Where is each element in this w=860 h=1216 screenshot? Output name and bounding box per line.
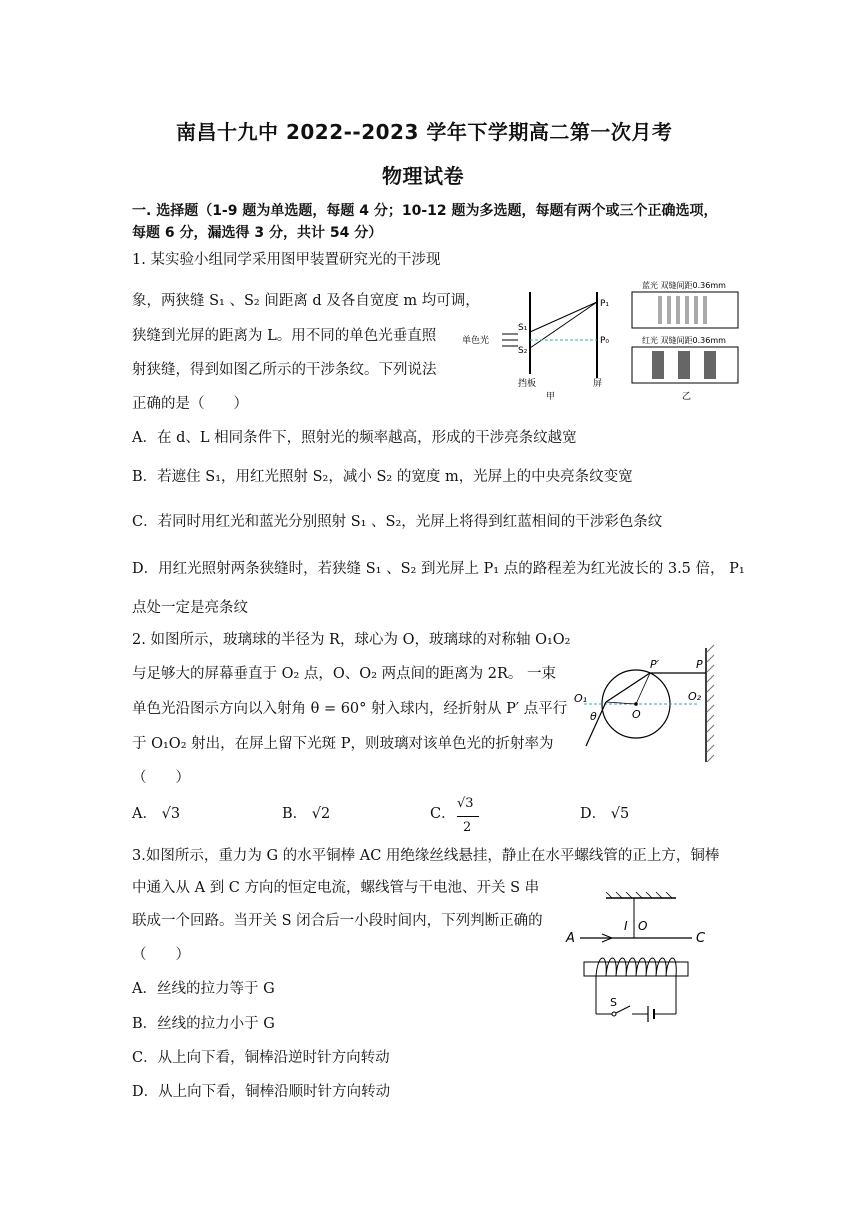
q1-option-a: A．在 d、L 相同条件下，照射光的频率越高，形成的干涉亮条纹越宽 — [132, 430, 577, 446]
q1-fig-baffle-label: 挡板 — [518, 379, 537, 389]
q3-fig-s-label: S — [610, 996, 617, 1009]
q1-fig-p1-label: P₁ — [600, 299, 610, 309]
q2-option-a: A． √3 — [132, 806, 181, 822]
q3-option-b: B．丝线的拉力小于 G — [132, 1016, 275, 1032]
q1-fig-source-label: 单色光 — [462, 336, 490, 346]
q3-fig-a-label: A — [566, 931, 575, 946]
q3-stem-line4: （ ） — [132, 947, 190, 963]
q1-stem-line3: 狭缝到光屏的距离为 L。用不同的单色光垂直照 — [132, 328, 437, 344]
q2-stem-line3: 单色光沿图示方向以入射角 θ = 60° 射入球内，经折射从 P′ 点平行 — [132, 701, 568, 717]
q2-fig-o1-label: O₁ — [574, 692, 588, 705]
q3-fig-o-label: O — [638, 919, 648, 933]
q3-option-c: C．从上向下看，铜棒沿逆时针方向转动 — [132, 1050, 390, 1066]
q3-option-a: A．丝线的拉力等于 G — [132, 981, 275, 997]
q2-stem-line2: 与足够大的屏幕垂直于 O₂ 点，O、O₂ 两点间的距离为 2R。 一束 — [132, 666, 556, 682]
q2-fig-o2-label: O₂ — [688, 690, 702, 703]
q1-fig-blue-label: 蓝光 双缝间距0.36mm — [642, 281, 726, 290]
q2-option-c-fraction-bar — [457, 816, 479, 817]
q2-stem-line1: 2. 如图所示，玻璃球的半径为 R，球心为 O，玻璃球的对称轴 O₁O₂ — [132, 632, 571, 648]
q1-figure-fringes — [630, 278, 742, 404]
q3-option-d: D．从上向下看，铜棒沿顺时针方向转动 — [132, 1084, 391, 1100]
q3-figure-solenoid — [562, 890, 722, 1032]
q2-option-b: B． √2 — [282, 806, 331, 822]
page-subtitle: 物理试卷 — [382, 164, 464, 188]
q1-fig-red-label: 红光 双缝间距0.36mm — [642, 336, 726, 345]
q2-figure-glass-sphere — [572, 640, 722, 770]
page-title: 南昌十九中 2022--2023 学年下学期高二第一次月考 — [176, 120, 673, 144]
q3-stem-line3: 联成一个回路。当开关 S 闭合后一小段时间内，下列判断正确的 — [132, 913, 543, 929]
q1-stem-line1: 1. 某实验小组同学采用图甲装置研究光的干涉现 — [132, 252, 441, 268]
q1-fig-caption-right: 乙 — [682, 392, 692, 402]
q3-stem-line1: 3.如图所示，重力为 G 的水平铜棒 AC 用绝缘丝线悬挂，静止在水平螺线管的正上方，铜棒 — [132, 848, 720, 864]
q2-option-c-denominator: 2 — [463, 820, 472, 835]
q2-option-c-prefix: C． — [430, 806, 456, 822]
q1-fig-p0-label: P₀ — [600, 336, 610, 346]
q2-stem-line4: 于 O₁O₂ 射出，在屏上留下光斑 P，则玻璃对该单色光的折射率为 — [132, 736, 554, 752]
q1-stem-line5: 正确的是（ ） — [132, 396, 248, 412]
q2-fig-pprime-label: P′ — [650, 658, 660, 671]
q2-option-c-numerator: √3 — [457, 796, 474, 811]
q2-stem-line5: （ ） — [132, 770, 190, 786]
q3-fig-c-label: C — [696, 931, 706, 946]
q2-option-d: D． √5 — [580, 806, 630, 822]
q1-option-d-line1: D．用红光照射两条狭缝时，若狭缝 S₁ 、S₂ 到光屏上 P₁ 点的路程差为红光波长的 3.5 倍， P₁ — [132, 561, 745, 577]
q1-fig-s2-label: S₂ — [518, 346, 528, 356]
q1-option-c: C．若同时用红光和蓝光分别照射 S₁ 、S₂，光屏上将得到红蓝相间的干涉彩色条纹 — [132, 514, 663, 530]
q1-option-d-line2: 点处一定是亮条纹 — [132, 600, 248, 616]
q1-fig-caption-left: 甲 — [546, 392, 556, 402]
q1-stem-line2: 象，两狭缝 S₁ 、S₂ 间距离 d 及各自宽度 m 均可调， — [132, 293, 480, 309]
q2-fig-theta-label: θ — [590, 710, 597, 723]
q1-stem-line4: 射狭缝，得到如图乙所示的干涉条纹。下列说法 — [132, 362, 437, 378]
q1-figure-apparatus — [462, 278, 624, 404]
q1-fig-screen-label: 屏 — [593, 379, 603, 389]
q2-fig-o-label: O — [632, 708, 641, 721]
q2-fig-p-label: P — [696, 658, 703, 671]
section-heading-line2: 每题 6 分，漏选得 3 分，共计 54 分） — [132, 225, 383, 241]
section-heading-line1: 一. 选择题（1-9 题为单选题，每题 4 分；10-12 题为多选题，每题有两个或三个正确选项， — [132, 203, 718, 219]
q1-fig-s1-label: S₁ — [518, 323, 528, 333]
q3-stem-line2: 中通入从 A 到 C 方向的恒定电流，螺线管与干电池、开关 S 串 — [132, 880, 540, 896]
q1-option-b: B．若遮住 S₁，用红光照射 S₂，减小 S₂ 的宽度 m，光屏上的中央亮条纹变宽 — [132, 469, 633, 485]
q3-fig-i-label: I — [624, 919, 628, 933]
